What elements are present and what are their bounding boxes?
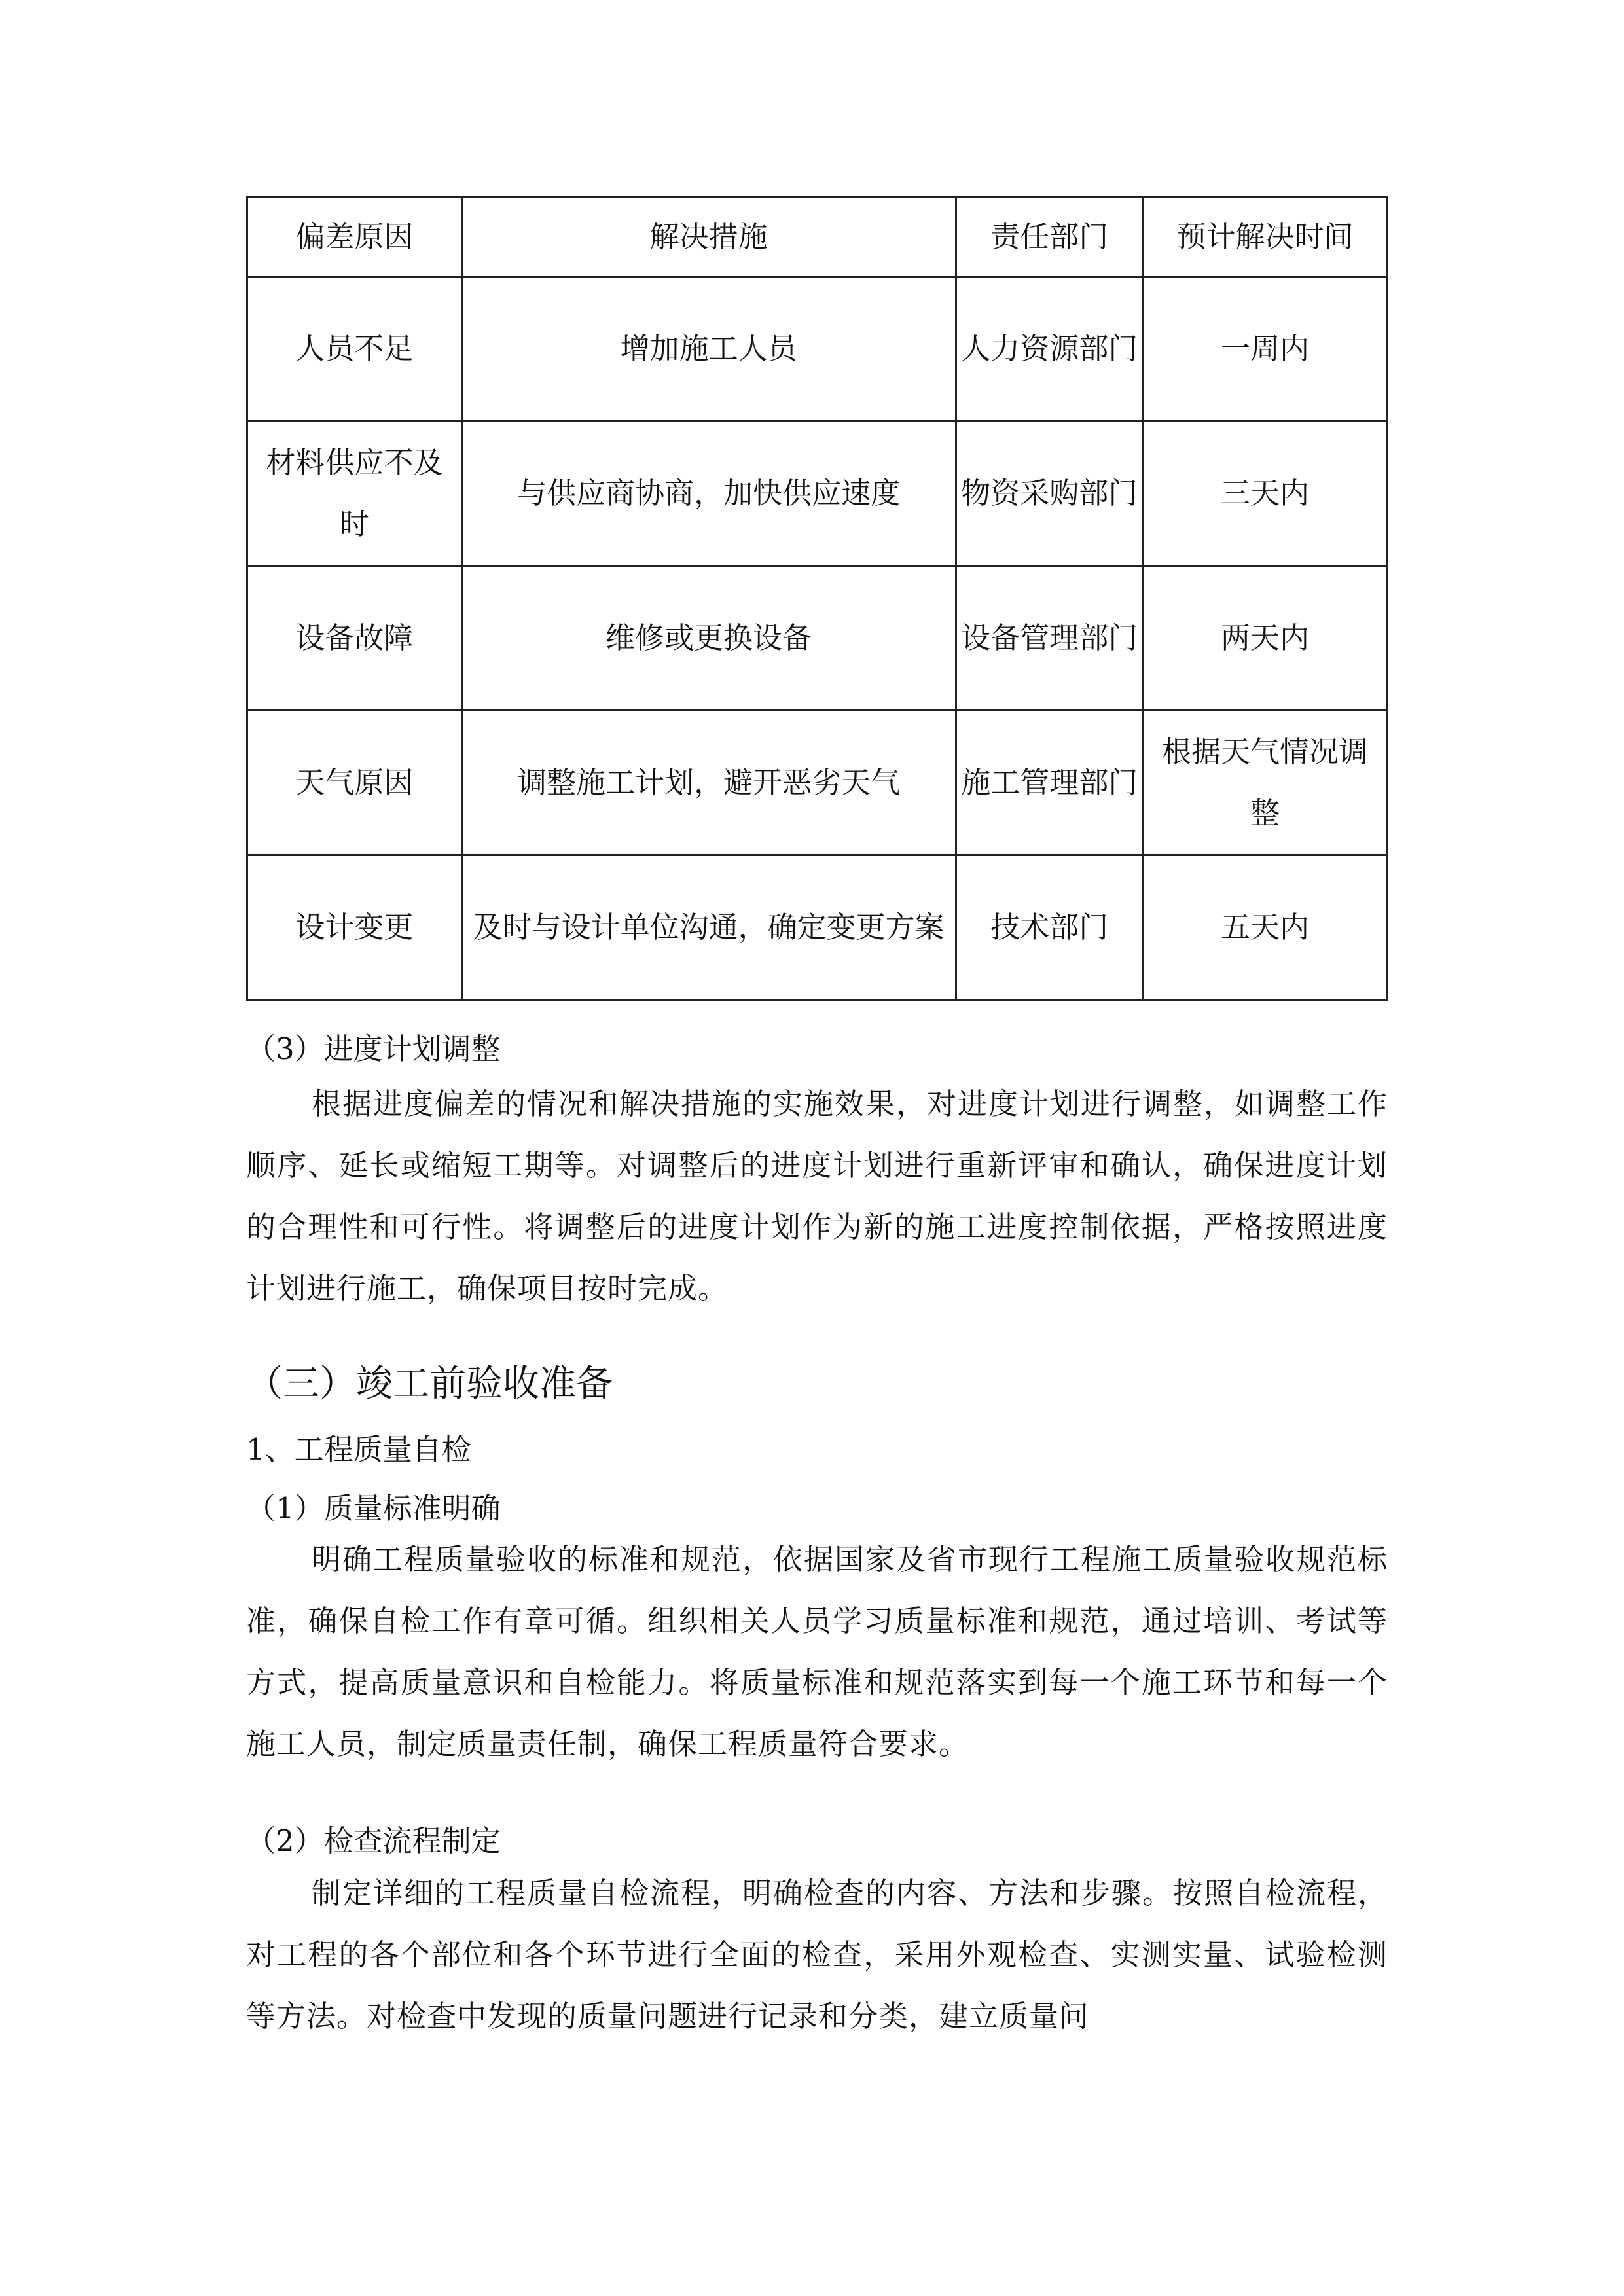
cell-measure: 维修或更换设备 <box>461 566 956 711</box>
cell-measure: 及时与设计单位沟通，确定变更方案 <box>461 855 956 1000</box>
subsection-heading-inspection-process: （2）检查流程制定 <box>246 1823 501 1858</box>
cell-department: 人力资源部门 <box>956 277 1143 422</box>
table-header-row <box>247 198 1387 277</box>
cell-measure: 与供应商协商，加快供应速度 <box>461 422 956 566</box>
cell-expected-time: 两天内 <box>1144 566 1387 711</box>
table-row <box>247 277 1387 422</box>
paragraph-inspection-process: 制定详细的工程质量自检流程，明确检查的内容、方法和步骤。按照自检流程，对工程的各个部位和各个环节进行全面的检查，采用外观检查、实测实量、试验检测等方法。对检查中发现的质量问题进行记录和分类，建立质量问 <box>246 1876 1388 2034</box>
table-row <box>247 422 1387 566</box>
section-heading-pre-completion: （三）竣工前验收准备 <box>246 1363 613 1405</box>
table-row <box>247 566 1387 711</box>
subsection-heading-quality-standards: （1）质量标准明确 <box>246 1491 501 1526</box>
cell-reason: 天气原因 <box>247 711 462 855</box>
header-department: 责任部门 <box>956 198 1143 277</box>
cell-department: 技术部门 <box>956 855 1143 1000</box>
cell-reason: 设计变更 <box>247 855 462 1000</box>
subsection-heading-schedule-adjustment: （3）进度计划调整 <box>246 1031 501 1066</box>
header-measure: 解决措施 <box>461 198 956 277</box>
cell-reason: 材料供应不及时 <box>247 422 462 566</box>
cell-expected-time: 一周内 <box>1144 277 1387 422</box>
cell-reason: 人员不足 <box>247 277 462 422</box>
header-reason: 偏差原因 <box>247 198 462 277</box>
cell-expected-time: 根据天气情况调整 <box>1144 711 1387 855</box>
paragraph-quality-standards: 明确工程质量验收的标准和规范，依据国家及省市现行工程施工质量验收规范标准，确保自检工作有章可循。组织相关人员学习质量标准和规范，通过培训、考试等方式，提高质量意识和自检能力。将质量标准和规范落实到每一个施工环节和每一个施工人员，制定质量责任制，确保工程质量符合要求。 <box>246 1542 1388 1761</box>
header-expected-time: 预计解决时间 <box>1144 198 1387 277</box>
cell-department: 设备管理部门 <box>956 566 1143 711</box>
cell-department: 施工管理部门 <box>956 711 1143 855</box>
deviation-table <box>246 196 1388 1001</box>
cell-expected-time: 三天内 <box>1144 422 1387 566</box>
cell-department: 物资采购部门 <box>956 422 1143 566</box>
cell-measure: 增加施工人员 <box>461 277 956 422</box>
cell-expected-time: 五天内 <box>1144 855 1387 1000</box>
table-row <box>247 855 1387 1000</box>
cell-measure: 调整施工计划，避开恶劣天气 <box>461 711 956 855</box>
item-heading-quality-self-check: 1、工程质量自检 <box>246 1432 471 1467</box>
cell-reason: 设备故障 <box>247 566 462 711</box>
table-row <box>247 711 1387 855</box>
paragraph-schedule-adjustment: 根据进度偏差的情况和解决措施的实施效果，对进度计划进行调整，如调整工作顺序、延长或缩短工期等。对调整后的进度计划进行重新评审和确认，确保进度计划的合理性和可行性。将调整后的进度计划作为新的施工进度控制依据，严格按照进度计划进行施工，确保项目按时完成。 <box>246 1086 1388 1306</box>
